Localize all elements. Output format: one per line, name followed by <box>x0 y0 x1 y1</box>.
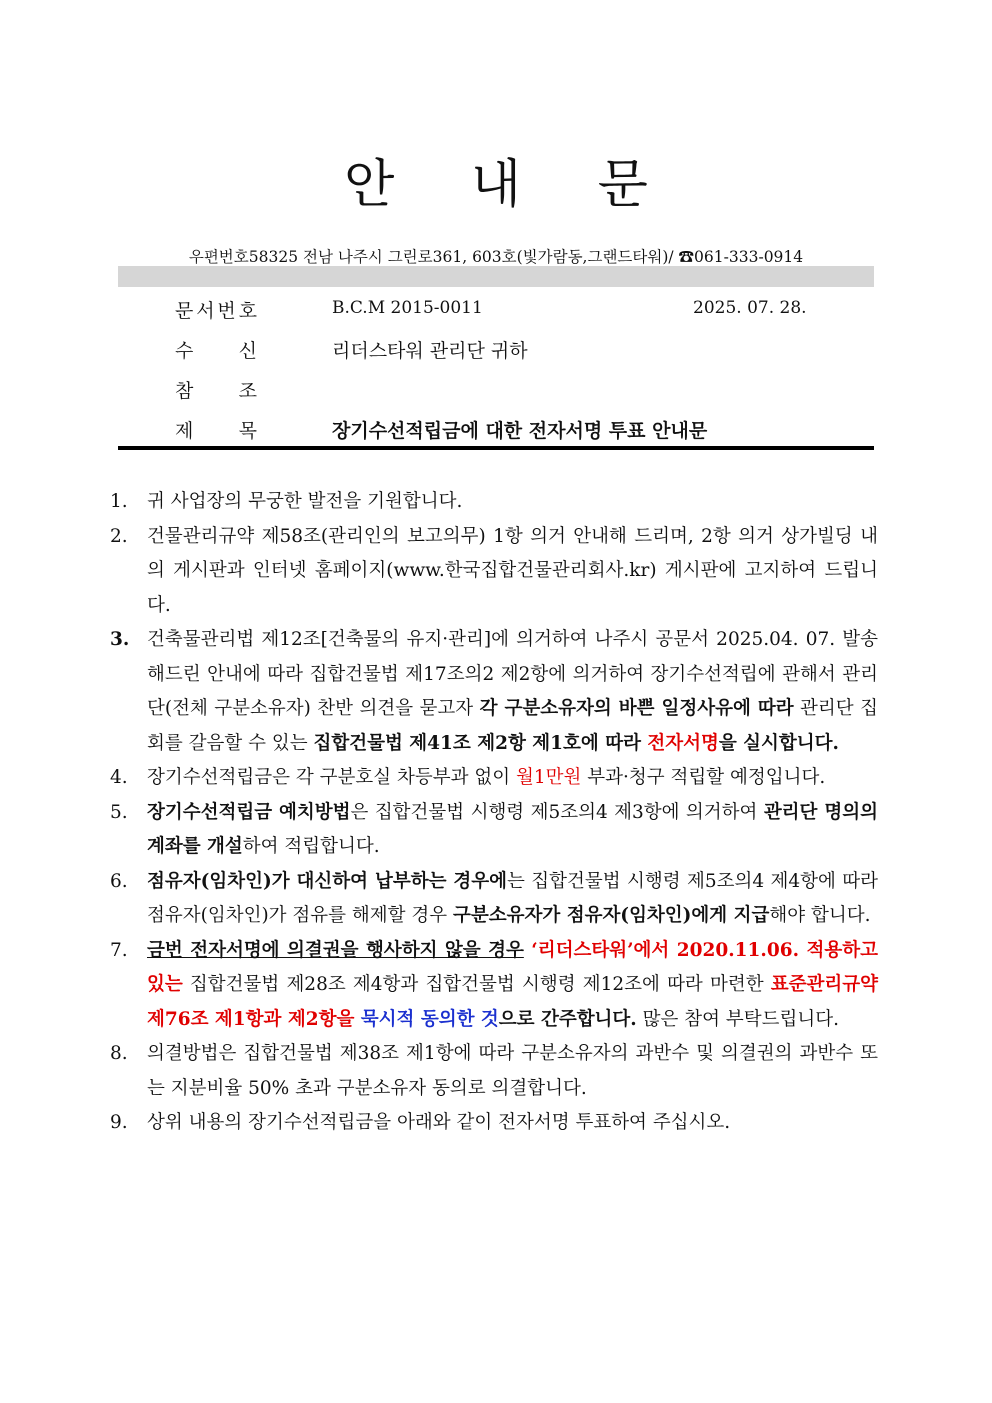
subject-value: 장기수선적립금에 대한 전자서명 투표 안내문 <box>332 420 708 442</box>
list-item: 1. 귀 사업장의 무궁한 발전을 기원합니다. <box>110 491 463 512</box>
header-rule <box>118 446 874 450</box>
recipient-value: 리더스타워 관리단 귀하 <box>332 340 528 362</box>
list-item: 7. 금번 전자서명에 의결권을 행사하지 않을 경우 ‘리더스타워’에서 2020.11.06. 적용하고 있는 집합건물법 제28조 제4항과 집합건물법 시행령 제12조에 따라 마련한 표준관리규약 제76조 제1항과 제2항을 묵시적 동의한 것으로 간주합니다. 많은 참여 부탁드립니다. <box>110 939 878 1030</box>
list-item: 3. 건축물관리법 제12조[건축물의 유지·관리]에 의거하여 나주시 공문서 2025.04. 07. 발송해드린 안내에 따라 집합건물법 제17조의2 제2항에 의거하여 장기수선적립에 관해서 관리단(전체 구분소유자) 찬반 의견을 묻고자 각 구분소유자의 바쁜 일정사유에 따라 관리단 집회를 갈음할 수 있는 집합건물법 제41조 제2항 제1호에 따라 전자서명을 실시합니다. <box>110 629 878 754</box>
document-title: 안 내 문 <box>344 155 678 215</box>
list-item: 2. 건물관리규약 제58조(관리인의 보고의무) 1항 의거 안내해 드리며, 2항 의거 상가빌딩 내의 게시판과 인터넷 홈페이지(www.한국집합건물관리회사.kr) 게시판에 고지하여 드립니다. <box>110 525 878 616</box>
list-item: 8. 의결방법은 집합건물법 제38조 제1항에 따라 구분소유자의 과반수 및 의결권의 과반수 또는 지분비율 50% 초과 구분소유자 동의로 의결합니다. <box>110 1043 878 1099</box>
list-item: 6. 점유자(임차인)가 대신하여 납부하는 경우에는 집합건물법 시행령 제5조의4 제4항에 따라 점유자(임차인)가 점유를 해제할 경우 구분소유자가 점유자(임차인)에게 지급해야 합니다. <box>110 870 878 926</box>
reference-label: 참 조 <box>175 380 257 402</box>
list-item: 5. 장기수선적립금 예치방법은 집합건물법 시행령 제5조의4 제3항에 의거하여 관리단 명의의 계좌를 개설하여 적립합니다. <box>110 801 878 857</box>
doc-number-label: 문 서 번 호 <box>175 300 257 322</box>
header-divider-band <box>118 266 874 287</box>
list-item: 9. 상위 내용의 장기수선적립금을 아래와 같이 전자서명 투표하여 주십시오. <box>110 1112 731 1133</box>
list-item: 4. 장기수선적립금은 각 구분호실 차등부과 없이 월1만원 부과·청구 적립할 예정입니다. <box>110 767 826 788</box>
subject-label: 제 목 <box>175 420 257 442</box>
doc-number-value: B.C.M 2015-0011 <box>332 298 483 318</box>
sender-address: 우편번호58325 전남 나주시 그린로361, 603호(빛가람동,그랜드타워)/ ☎061-333-0914 <box>188 248 804 266</box>
recipient-label: 수 신 <box>175 340 257 362</box>
doc-date: 2025. 07. 28. <box>693 298 807 318</box>
notice-list <box>110 485 878 1141</box>
